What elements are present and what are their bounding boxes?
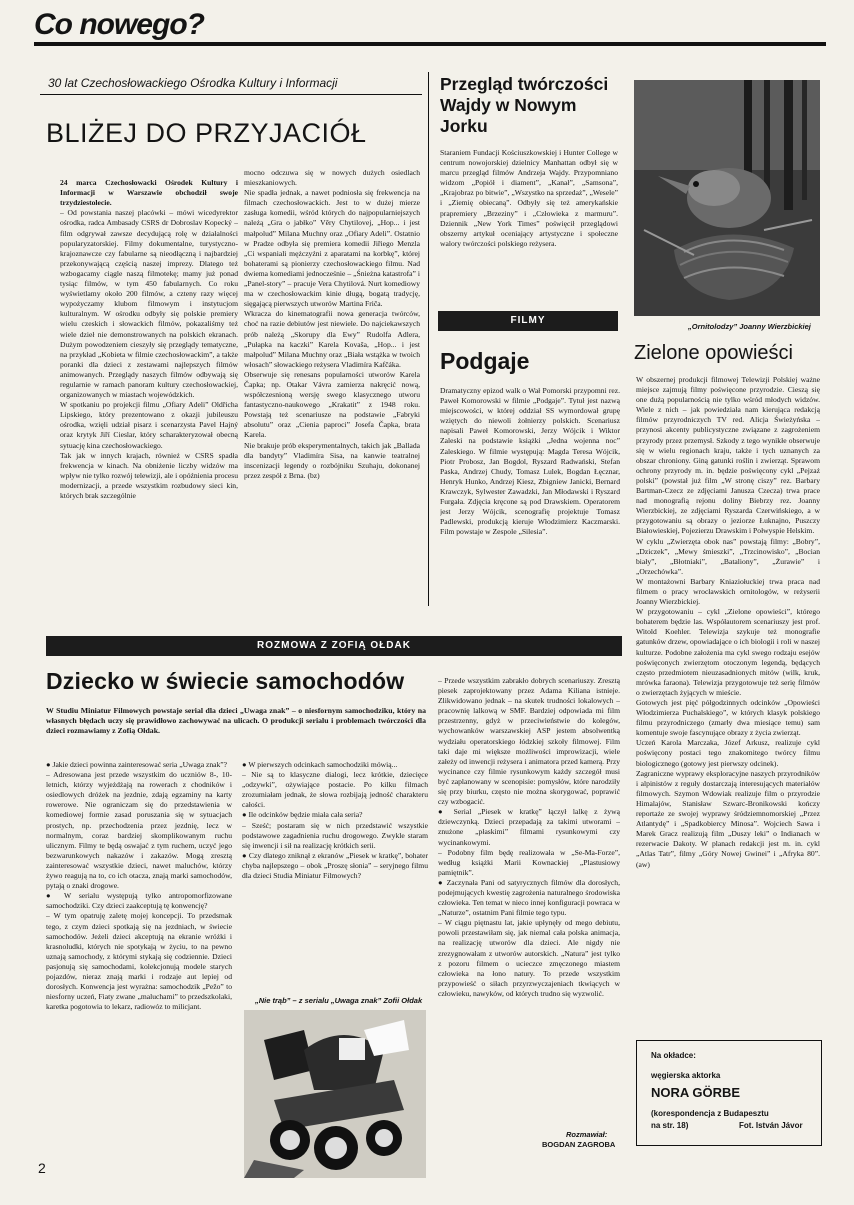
section-title: Co nowego?: [34, 8, 204, 41]
interview-col1: ● Jakie dzieci powinna zainteresować seria „Uwaga znak”? – Adresowana jest przede wszystkim do uczniów 8-, 10-letnich, którzy wyjeżdżają na rowerach z chodników i osiedlowych dróżek na jezdnie, zdają egzaminy na karty rowerowe. Nie ograniczam się do przedstawienia w komediowej formie zasad poruszania się w sytuacjach prostych, np. przechodzenia przez jezdnię, lecz w normalnym, coraz bardziej skomplikowanym ruchu ulicznym. Filmy te będą oswajać z tym ruchem, uczyć jego bezwarunkowych nakazów i zakazów. Mogą zresztą zainteresować wszystkie dzieci, nawet maluchów, którzy żywo reagują na to, co ich otacza, znają marki samochodów, pytają o znaki drogowe. ● W serialu występują tylko antropomorfizowane samochodziki. Czy dzieci zaakceptują tę konwencję? – W tym opatruję zaletę mojej koncepcji. To przedsmak tego, z czym dzieci spotkają się na jezdniach, w świecie samochodów. Jeżeli dzieci akceptują na ekranie wróżki i krasnoludki, których nie spotykają w życiu, to na pewno uznają samochody, z którymi stykają się codziennie. Dzieci pasjonują się samochodami, kolekcjonują modele starych pojazdów, nieraz znają marki i rodzaje aut lepiej od dorosłych. Konwencja jest wyrażna: samochodzik „Pežo” to niesforny uczeń, Fiaty zwane „maluchami” to przedszkolaki, karetka pogotowia to lekarz, radiowóz to milicjant.: [46, 760, 232, 1012]
article-ccs-col2: mocno odczuwa się w nowych dużych osiedlach mieszkaniowych. Nie spadła jednak, a nawet podniosła się frekwencja na filmach czechosłowackich. Jest to w dużej mierze zasługa komedii, wśród których do najpopularniejszych należą „Gra o jabłko” Věry Chytilovej, „Hop... i jest małpolud” Milana Muchny oraz „Ofiary Adeli”. Ostatnio w Pradze odbyła się premiera komedii Jiřiego Menzla „Ci wspaniali mężczyźni z aparatami na korbkę”, której bohaterami są pionierzy czechosłowackiego filmu. Nad dwiema komediami jednocześnie – „Śnieżna katastrofa” i „Panel-story” – pracuje Vera Chytilová. Nurt komediowy ma w czechosłowackim kinie długą, bogatą tradycję, sięgającą pierwszych utworów Martina Friča. Wkracza do kinematografii nowa generacja twórców, choć na razie debiutów jest niewiele. Do najciekawszych prób należą „Skorupy dla Ewy” Rudolfa Adlera, „Pułapka na kaczki” Karela Kovaša, „Hop... i jest małpolud” Milana Muchny oraz „Biała wstążka w twoich włosach” słowackiego reżysera Vladimíra Kafčáka. Obserwuje się renesans popularności utworów Karela Čapka; np. Otakar Vávra zamierza nakręcić nową, współczesnioną wersję swego klasycznego utworu fantastyczno-naukowego „Krakatit” z 1948 roku. Powstają też scenariusze na podstawie „Fabryki absolutu” oraz „Cienia paproci” Josefa Čapka, brata Karela. Nie brakuje prób eksperymentalnych, takich jak „Ballada dla bandyty” Vladimíra Sisa, na kanwie teatralnej inscenizacji legendy o rozbójniku Szuhaju, dokonanej przez zespół z Brna. (bz): [244, 168, 420, 480]
page-number: 2: [38, 1160, 46, 1176]
article-title-wajda: Przegląd twórczości Wajdy w Nowym Jorku: [440, 74, 609, 136]
article-ccs-lead: 24 marca Czechosłowacki Ośrodek Kultury i Informacji w Warszawie obchodził swoje trzydziestolecie.: [60, 178, 238, 208]
section-band-filmy: FILMY: [438, 311, 618, 331]
article-title-podgaje: Podgaje: [440, 348, 530, 374]
column-divider: [428, 72, 429, 606]
article-title-ccs: BLIŻEJ DO PRZYJACIÓŁ: [46, 118, 367, 148]
cartoon-illustration: [244, 1010, 426, 1178]
cover-info-box: [636, 1040, 822, 1146]
article-title-zielone: Zielone opowieści: [634, 342, 793, 364]
article-ccs-col1-text: – Od powstania naszej placówki – mówi wicedyrektor ośrodka, radca Ambasady CSRS dr Dobroslav Kopecký – film odgrywał zawsze decydującą rolę w działalności popularyzatorskiej. Filmy dokumentalne, turystyczno-krajoznawcze czy fabularne są nieodłączną i najbardziej przekonywającą częścią naszej imprezy. Dlatego też wzbogacamy ciągle naszą filmotekę; mamy już ponad tysiąc filmów, w tym 450 fabularnych. Co roku wyświetlamy około 200 filmów, a czteny razy więcej wypożyczamy klubom filmowym i instytucjom kulturalnym. W ośrodku odbyły się polskie premiery wielu czeskich i słowackich filmów, pokazaliśmy też wiele dzieł nie demonstrowanych na polskich ekranach. Dużym powodzeniem cieszyły się przeglądy tematyczne, na przykład „Kobieta w filmie czechosłowackim”, a także poranki dla dzieci z zestawami najlepszych filmów animowanych. Przeglądy naszych filmów odbywają się regularnie w ramach panoram kultury czechosłowackiej, organizowanych w miastach wojewódzkich. W spotkaniu po projekcji filmu „Ofiary Adeli” Oldřicha Lipskiego, który prezentowano z okazji jubileuszu ośrodka, wzięli udział pisarz i scenarzysta Pavel Hajný oraz krytyk Jiří Cieslar, który scharakteryzował obecną sytuację kina czechosłowackiego. Tak jak w innych krajach, również w CSRS spadła frekwencja w kinach. Na obniżenie liczby widzów ma wpływ nie tylko rozwój telewizji, ale i opóźnienia procesu modernizacji, a przede wszystkim rozbudowy sieci kin, których brak szczególnie: [60, 208, 238, 500]
article-wajda-text: Staraniem Fundacji Kościuszkowskiej i Hunter College w centrum nowojorskiej dzielnicy Manhattan odbył się w marcu przegląd filmów Andrzeja Wajdy. Przypomniano widzom „Popiół i diament”, „Kanał”, „Samsona”, „Krajobraz po bitwie”, „Wszystko na sprzedaż”, „Wesele” i „Ziemię obiecaną”. Odbyły się też amerykańskie prapremiery „Brzeziny” i „Człowieka z marmuru”. Dziennik „New York Times” poświęcił przeglądowi obszerny artykuł oceniający artystyczne i społeczne walory twórczości polskiego reżysera.: [440, 148, 618, 248]
article-zielone-text: W obszernej produkcji filmowej Telewizji Polskiej ważne miejsce zajmują filmy poświęcone przyrodzie. Cieszą się one dużą popularnością nie tylko wśród młodych widzów. Wiele z nich – jak powiedziała nam kierująca redakcją filmów przyrodniczych TV red. Alicja Świeżyńska – przynosi akcenty publicystyczne związane z zagrożeniem przyrody przez przemysł. Szkody z tego wynikłe obserwuje się w wielu regionach kraju, także i tych uznanych za obszar chroniony. Giną gatunki roślin i zwierząt. Sprawom ochrony przyrody m. in. będzie poświęcony cykl „Pejzaż polski” (powstał już film „W stronę ciszy” rez. Barbary Bartman-Czecz ze zdjęciami Janusza Czecza) trwa prace nad monografią rejonu doliny Biebrzy rez. Joanny Wierzbickiej, ze zdjęciami Ryszarda Czerwińskiego, a w przygotowaniu są obrazy o jeziorze Łuknajno, Puszczy Białowieskiej, Pojezierzu Drawskim i Połwyspie Helskim. W cyklu „Zwierzęta obok nas” powstają filmy: „Bobry”, „Dziczek”, „Mewy śmieszki”, „Trzcinowisko”, „Bocian biały”, „Błotniaki”, „Bataliony”, „Żurawie” i „Orzechówka”. W montażowni Barbary Kniaziołuckiej trwa praca nad filmem o pracy wrocławskich ornitologów, w reżyserii Joanny Wierzbickiej. W przygotowaniu – cykl „Zielone opowieści”, którego bohaterem będzie las. Współautorem scenariuszy jest prof. Witold Koehler. Telewizja szykuje też monografie gatunków drzew, opowiadające o ich biologii i roli w naszej kulturze. Podobne założenia ma cykl swego rodzaju esejów poświęconych zwierzętom otoczonym legendą, będących często przedmiotem nieuzasadnionych mitów (wilk, kruk, mrówka faraona). Telewizja przygotowuje też serię filmów o zwierzętach żyjących w mieście. Gotowych jest pięć półgodzinnych odcinków „Opowieści Włodzimierza Puchalskiego”, w których klasyk polskiego filmu przyrodniczego (zmarły dwa miesiące temu) sam komentuje swoje fascynujące obrazy z życia zwierząt. Uczeń Karola Marczaka, Józef Arkusz, realizuje cykl poświęcony postaci tego znakomitego twórcy filmu biologicznego (gotowy jest pierwszy odcinek). Zagraniczne wyprawy eksploracyjne naszych przyrodników i alpinistów z reguły dostarczają interesujących materiałów filmowych. Szymon Wdowiak realizuje film o przyrodzie Himalajów, Stanisław Szwarc-Bronikowski kończy reportaże ze swojej wyprawy śródziemnomorskiej „Przez Atlantydę” i „Spadkobiercy Minosa”. Wojciech Sawa i Marek Gracz realizują film „Duszy leki” o Indianach w rezerwacie Dakoty. W planach redakcji jest m. in. cykl „Atlas Tatr”, filmy „Góry Nowej Gwinei” i „Afryka 80”. (aw): [636, 375, 820, 869]
section-band-interview: ROZMOWA Z ZOFIĄ OŁDAK: [46, 636, 622, 656]
interviewer-label: Rozmawiał:: [566, 1130, 608, 1139]
interview-col2: ● W pierwszych odcinkach samochodziki mówią... – Nie są to klasyczne dialogi, lecz krótkie, dziecięce „odzywki”, ożywiające postacie. Po kilku filmach zrozumiałam jednak, że słowa rozbijają jedność charakteru całości. ● Ile odcinków będzie miała cała seria? – Sześć; postaram się w nich przedstawić wszystkie podstawowe zagadnienia ruchu drogowego. Zwykle staram się inwencji i sił na realizację krótkich serii. ● Czy dlatego zniknął z ekranów „Piesek w kratkę”, bohater chyba najlepszego – obok „Proszę słonia” – seryjnego filmu dla dzieci Studia Miniatur Filmowych?: [242, 760, 428, 881]
cover-photo-credit: Fot. István Jávor: [739, 1121, 803, 1130]
article-podgaje-text: Dramatyczny epizod walk o Wał Pomorski przypomni rez. Paweł Komorowski w filmie „Podgaje”. Tytuł jest nazwą miejscowości, w której oddział SS wymordował grupę wziętych do niewoli żołnierzy polskich. Scenariusz napisali Paweł Komorowski, Jerzy Wójcik i Wiktor Zaleski na podstawie książki „Jedna wojenna noc” Zaleskiego. W filmie występują: Magda Teresa Wójcik, Piotr Probosz, Jan Bogdol, Ryszard Radwański, Stefan Paska, Andrzej Chudy, Tomasz Lulek, Bogdan Łęcznar, Henryk Hunko, Andrzej Kiesz, Zbigniew Janicki, Bernard Krawczyk, Sylwester Zawadzki, Jan Młodawski i Ryszard Furgała. Zdjęcia kręcone są pod Drawskiem. Operatorem jest Jerzy Wójcik, scenografię projektuje Tomasz Padlewski, produkcją kieruje Włodzimierz Kaczmarski. Film powstaje w Zespole „Silesia”.: [440, 386, 620, 537]
interview-col3: – Przede wszystkim zabrakło dobrych scenariuszy. Zresztą piesek zaprojektowany przez Adama Kiliana istnieje. Zlikwidowano jednak – na skutek trudności lokalowych – pracownię lalkową w SMF. Bardziej odpowiada mi film przestrzenny, gdyż w przeciwieństwie do kolegów, wychowanków warszawskiej ASP jestem absolwentką wydziału operatorskiego łódzkiej szkoły filmowej. Film taki daje mi większe możliwości improwizacji, wiele załeży od inwencji reżysera i animatora przed kamerą. Przy wycinance czy filmie rysunkowym każdy szczegół musi być zaplanowany w scenopisie: pomysłów, które narodziły się przy biurku, często nie można skorygować, poprawić czy wzbogacić. ● Serial „Piesek w kratkę” łączył lalkę z żywą dziewczynką. Dzieci przepadają za takimi utworami – znużone „płaskimi” filmami rysunkowymi czy wycinankowymi. – Podobny film będę realizowała w „Se-Ma-Forze”, według książki Marii Kownackiej „Plastusiowy pamiętnik”. ● Zaczynała Pani od satyrycznych filmów dla dorosłych, podejmujących kwestię zagrożenia naturalnego środowiska człowieka. Ten temat w nieco innej konfiguracji powraca w „Naturze”, ostatnim Pani filmie tego typu. – W ciągu piętnastu lat, jakie upłynęły od mego debiutu, powoli przestawiłam się, jak niemal cała polska animacja, na realizację utworów dla dzieci. Ale nigdy nie zrezygnowałam z utworów autorskich. „Natura” jest tylko z pozoru filmem o ucieczce zmęczonego miastem człowieka na łono natury. To przede wszystkim przypowieść o siłach przyrzwyczajeniach tkwiących w człowieku, nawyków, od których trudno się wyzwolić.: [438, 676, 620, 998]
interview-lead: W Studiu Miniatur Filmowych powstaje serial dla dzieci „Uwaga znak” – o niesfornym samochodziku, który na własnych błędach uczy się prawidłowo zachowywać na ulicach. O produkcji serialu i problemach twórczości dla dzieci rozmawiamy z Zofią Ołdak.: [46, 706, 426, 736]
cover-note-line2: na str. 18): [651, 1121, 689, 1130]
cover-actress-name: NORA GÖRBE: [651, 1085, 741, 1100]
kicker-rule: [40, 94, 422, 95]
interviewer-name: BOGDAN ZAGROBA: [542, 1140, 616, 1149]
cover-label: Na okładce:: [651, 1051, 696, 1060]
cover-note-line1: (korespondencja z Budapesztu: [651, 1109, 769, 1118]
cover-subject: węgierska aktorka: [651, 1071, 721, 1080]
photo-caption-ornitolodzy: „Ornitolodzy” Joanny Wierzbickiej: [688, 322, 811, 331]
header-rule: [34, 42, 826, 46]
kicker-ccs: 30 lat Czechosłowackiego Ośrodka Kultury i Informacji: [48, 76, 338, 90]
cars-cartoon-illustration: [244, 1010, 426, 1178]
bird-nest-illustration: [634, 80, 820, 316]
interview-image-caption: „Nie trąb” – z serialu „Uwaga znak” Zofii Ołdak: [255, 996, 423, 1005]
article-ccs-col1: [60, 168, 238, 592]
interview-title: Dziecko w świecie samochodów: [46, 668, 405, 694]
photo-ornitolodzy: [634, 80, 820, 316]
